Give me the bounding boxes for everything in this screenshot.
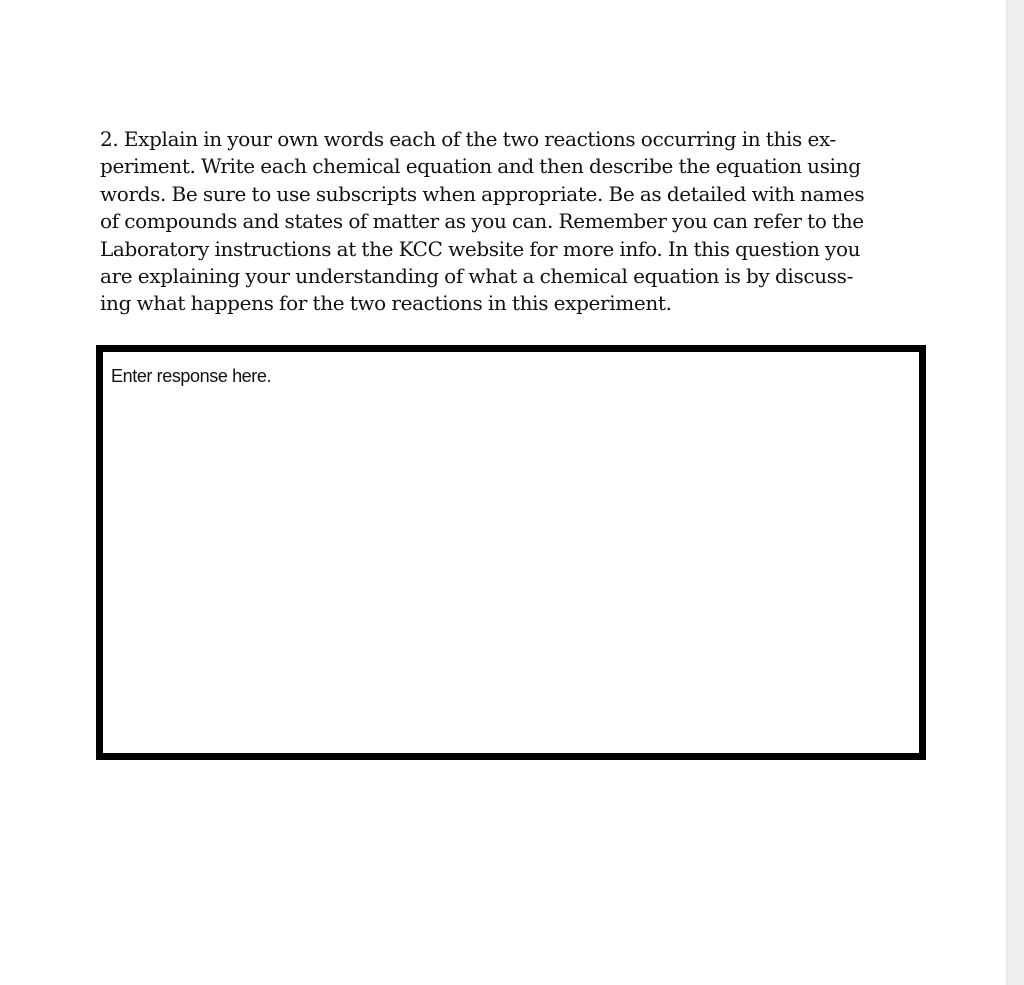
- question-line: words. Be sure to use subscripts when appropriate. Be as detailed with names: [100, 181, 865, 206]
- question-line: 2. Explain in your own words each of the two reactions occurring in this ex-: [100, 127, 836, 151]
- question-line: periment. Write each chemical equation and then describe the equation using: [100, 154, 861, 179]
- question-line: ing what happens for the two reactions in this experiment.: [100, 291, 672, 316]
- question-line: Laboratory instructions at the KCC website for more info. In this question you: [100, 236, 861, 261]
- question-text: [100, 126, 900, 318]
- scrollbar-track[interactable]: [1006, 0, 1024, 985]
- question-line: of compounds and states of matter as you can. Remember you can refer to the: [100, 209, 864, 234]
- question-line: are explaining your understanding of what a chemical equation is by discuss-: [100, 264, 853, 289]
- response-box[interactable]: [96, 345, 926, 760]
- response-input[interactable]: [103, 352, 919, 753]
